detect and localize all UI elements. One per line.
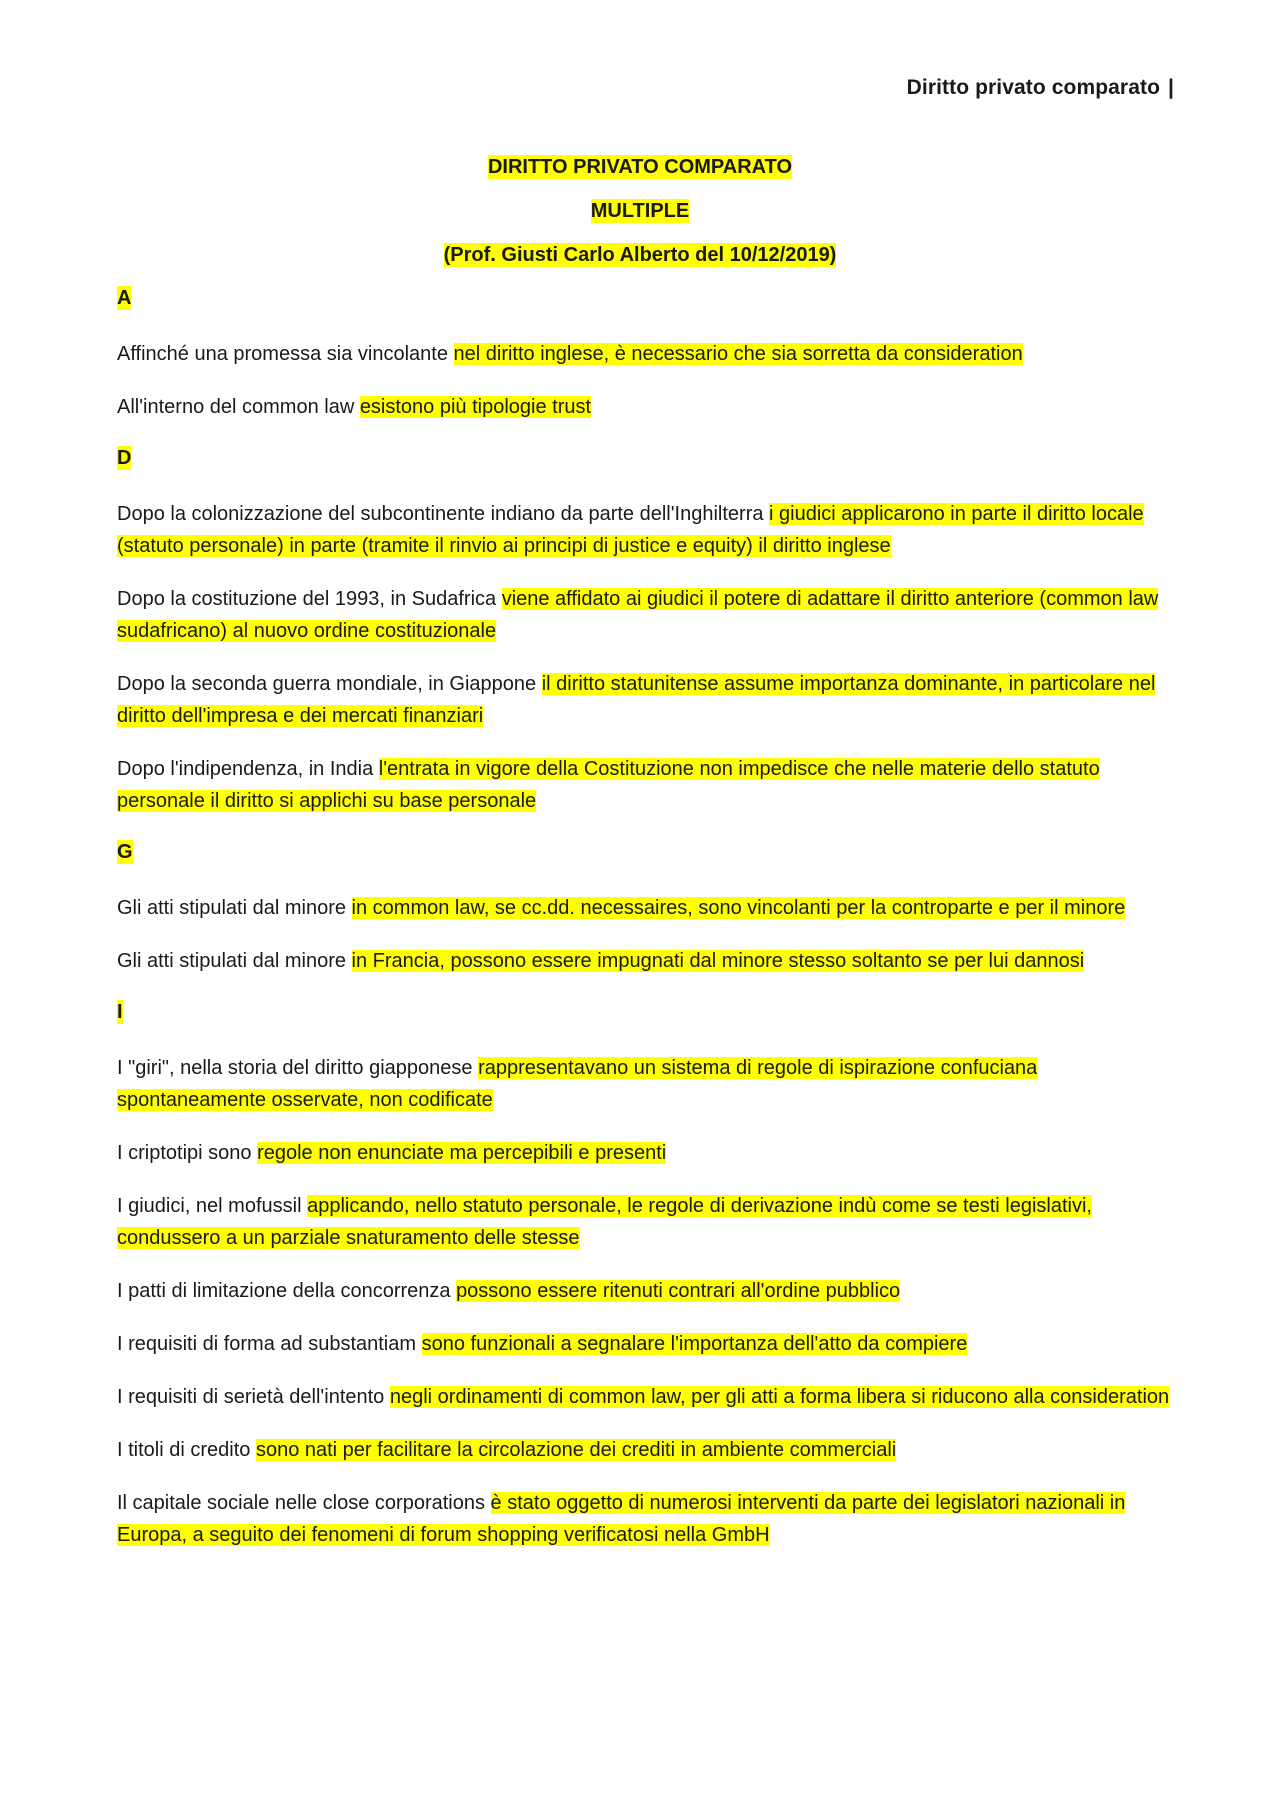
section-letter-i [117, 998, 1177, 1026]
document-subtitle-text: MULTIPLE [590, 200, 690, 222]
entry-question: Dopo l'indipendenza, in India [117, 758, 379, 780]
entry-answer: nel diritto inglese, è necessario che sia sorretta da consideration [453, 343, 1023, 365]
entry-answer: in common law, se cc.dd. necessaires, sono vincolanti per la controparte e per il minore [351, 897, 1126, 919]
entry-question: I requisiti di serietà dell'intento [117, 1386, 390, 1408]
entry-item [117, 391, 1177, 423]
entry-question: I "giri", nella storia del diritto giapponese [117, 1057, 479, 1079]
document-author-date-text: (Prof. Giusti Carlo Alberto del 10/12/2019) [443, 244, 837, 266]
entry-question: Dopo la costituzione del 1993, in Sudafrica [117, 588, 502, 610]
entry-item [117, 1137, 1177, 1169]
document-body [117, 284, 1177, 1572]
entry-answer: viene affidato ai giudici il potere di adattare il diritto anteriore (common law sudafricano) al nuovo ordine costituzionale [117, 588, 1159, 642]
entry-question: I patti di limitazione della concorrenza [117, 1280, 457, 1302]
entry-question: Gli atti stipulati dal minore [117, 897, 352, 919]
entry-answer: rappresentavano un sistema di regole di ispirazione confuciana spontaneamente osservate, non codificate [117, 1057, 1038, 1111]
entry-question: Gli atti stipulati dal minore [117, 950, 352, 972]
entry-item [117, 1487, 1177, 1551]
section-letter-text: G [117, 841, 133, 863]
entry-answer: l'entrata in vigore della Costituzione non impedisce che nelle materie dello statuto personale il diritto si applichi su base personale [117, 758, 1100, 812]
entry-item [117, 945, 1177, 977]
entry-item [117, 892, 1177, 924]
entry-answer: possono essere ritenuti contrari all'ordine pubblico [456, 1280, 901, 1302]
section-letter-a [117, 284, 1177, 312]
entry-question: All'interno del common law [117, 396, 360, 418]
entry-answer: sono funzionali a segnalare l'importanza dell'atto da compiere [421, 1333, 968, 1355]
entry-item [117, 1381, 1177, 1413]
entry-item [117, 498, 1177, 562]
running-header [907, 76, 1174, 100]
section-letter-text: D [117, 447, 132, 469]
entry-answer: i giudici applicarono in parte il diritto locale (statuto personale) in parte (tramite il rinvio ai principi di justice e equity) il diritto inglese [117, 503, 1144, 557]
document-subtitle [0, 196, 1280, 226]
entry-answer: è stato oggetto di numerosi interventi da parte dei legislatori nazionali in Europa, a seguito dei fenomeni di forum shopping verificatosi nella GmbH [117, 1492, 1126, 1546]
entry-item [117, 1328, 1177, 1360]
entry-item [117, 338, 1177, 370]
document-title [0, 152, 1280, 182]
entry-question: I titoli di credito [117, 1439, 256, 1461]
entry-item [117, 1190, 1177, 1254]
entry-item [117, 753, 1177, 817]
entry-item [117, 1434, 1177, 1466]
running-header-separator: | [1168, 76, 1174, 99]
section-letter-d [117, 444, 1177, 472]
entry-question: Affinché una promessa sia vincolante [117, 343, 454, 365]
entry-answer: applicando, nello statuto personale, le regole di derivazione indù come se testi legislativi, condussero a un parziale snaturamento delle stesse [117, 1195, 1092, 1249]
entry-answer: sono nati per facilitare la circolazione dei crediti in ambiente commerciali [255, 1439, 897, 1461]
document-title-text: DIRITTO PRIVATO COMPARATO [487, 156, 793, 178]
entry-item [117, 1052, 1177, 1116]
entry-question: Dopo la seconda guerra mondiale, in Giappone [117, 673, 542, 695]
document-title-block [0, 152, 1280, 270]
entry-question: I giudici, nel mofussil [117, 1195, 308, 1217]
section-letter-text: A [117, 287, 132, 309]
section-letter-g [117, 838, 1177, 866]
entry-answer: il diritto statunitense assume importanza dominante, in particolare nel diritto dell'impresa e dei mercati finanziari [117, 673, 1156, 727]
entry-item [117, 668, 1177, 732]
entry-question: Il capitale sociale nelle close corporations [117, 1492, 491, 1514]
document-author-date [0, 240, 1280, 270]
entry-answer: esistono più tipologie trust [359, 396, 592, 418]
section-letter-text: I [117, 1001, 123, 1023]
entry-question: I requisiti di forma ad substantiam [117, 1333, 422, 1355]
entry-answer: negli ordinamenti di common law, per gli atti a forma libera si riducono alla consideration [389, 1386, 1170, 1408]
running-header-title: Diritto privato comparato [906, 76, 1161, 99]
entry-item [117, 1275, 1177, 1307]
entry-item [117, 583, 1177, 647]
entry-answer: in Francia, possono essere impugnati dal minore stesso soltanto se per lui dannosi [351, 950, 1085, 972]
entry-answer: regole non enunciate ma percepibili e presenti [257, 1142, 667, 1164]
entry-question: I criptotipi sono [117, 1142, 258, 1164]
entry-question: Dopo la colonizzazione del subcontinente indiano da parte dell'Inghilterra [117, 503, 770, 525]
